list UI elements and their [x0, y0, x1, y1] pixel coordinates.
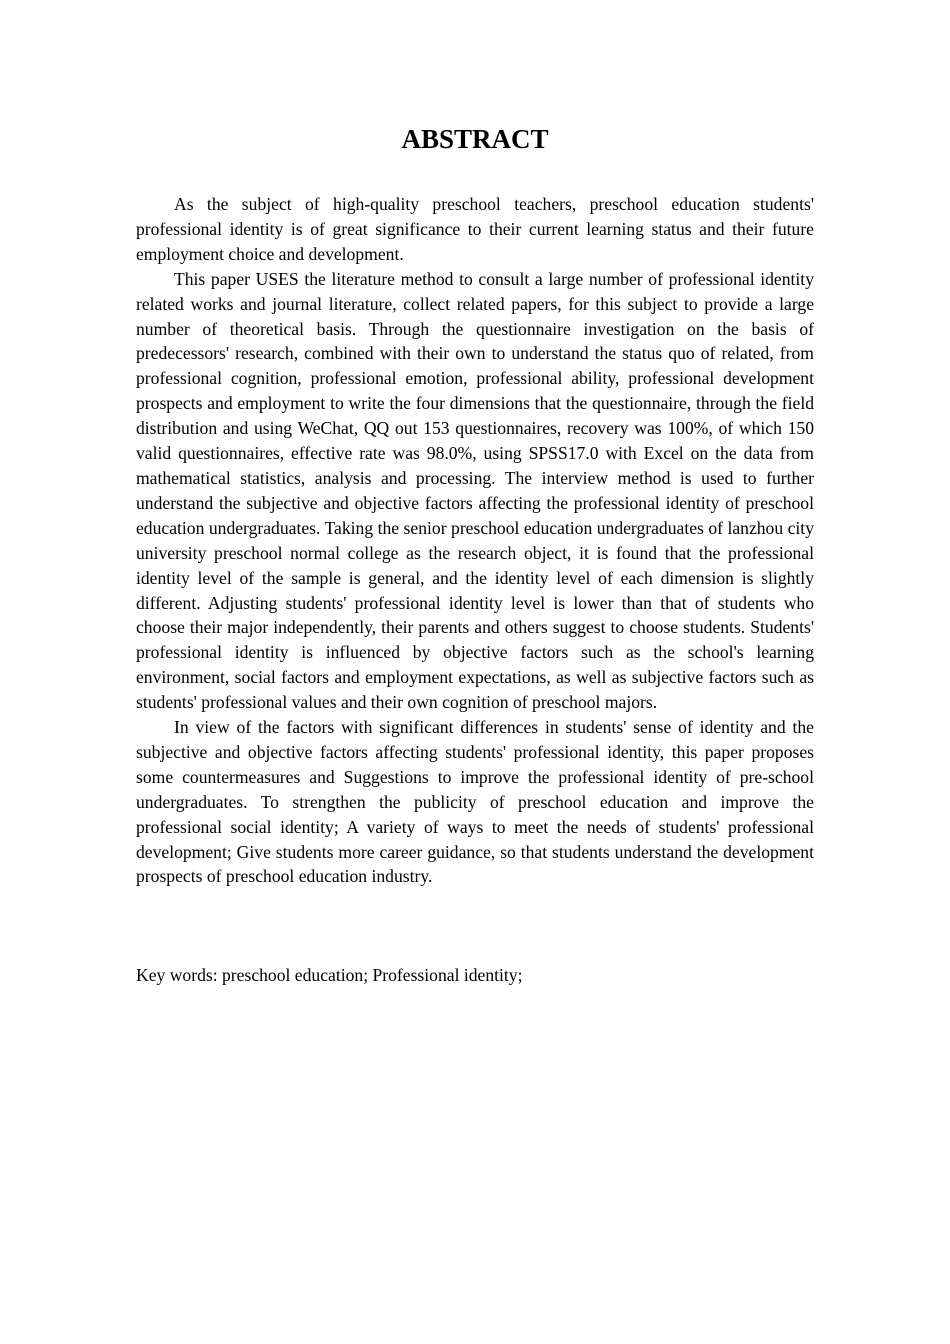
abstract-body [136, 192, 814, 889]
abstract-paragraph-2: This paper USES the literature method to consult a large number of professional identity related works and journal literature, collect related papers, for this subject to provide a large number of theoretical basis. Through the questionnaire investigation on the basis of predecessors' research, combined with their own to understand the status quo of related, from professional cognition, professional emotion, professional ability, professional development prospects and employment to write the four dimensions that the questionnaire, through the field distribution and using WeChat, QQ out 153 questionnaires, recovery was 100%, of which 150 valid questionnaires, effective rate was 98.0%, using SPSS17.0 with Excel on the data from mathematical statistics, analysis and processing. The interview method is used to further understand the subjective and objective factors affecting the professional identity of preschool education undergraduates. Taking the senior preschool education undergraduates of lanzhou city university preschool normal college as the research object, it is found that the professional identity level of the sample is general, and the identity level of each dimension is slightly different. Adjusting students' professional identity level is lower than that of students who choose their major independently, their parents and others suggest to choose students. Students' professional identity is influenced by objective factors such as the school's learning environment, social factors and employment expectations, as well as subjective factors such as students' professional values and their own cognition of preschool majors. [136, 268, 814, 713]
abstract-title: ABSTRACT [401, 124, 549, 154]
keywords-line: Key words: preschool education; Professional identity; [136, 965, 523, 985]
abstract-paragraph-1: As the subject of high-quality preschool teachers, preschool education students' professional identity is of great significance to their current learning status and their future employment choice and development. [136, 194, 814, 264]
abstract-paragraph-3: In view of the factors with significant differences in students' sense of identity and the subjective and objective factors affecting students' professional identity, this paper proposes some countermeasures and Suggestions to improve the professional identity of pre-school undergraduates. To strengthen the publicity of preschool education and improve the professional social identity; A variety of ways to meet the needs of students' professional development; Give students more career guidance, so that students understand the development prospects of preschool education industry. [136, 717, 814, 887]
